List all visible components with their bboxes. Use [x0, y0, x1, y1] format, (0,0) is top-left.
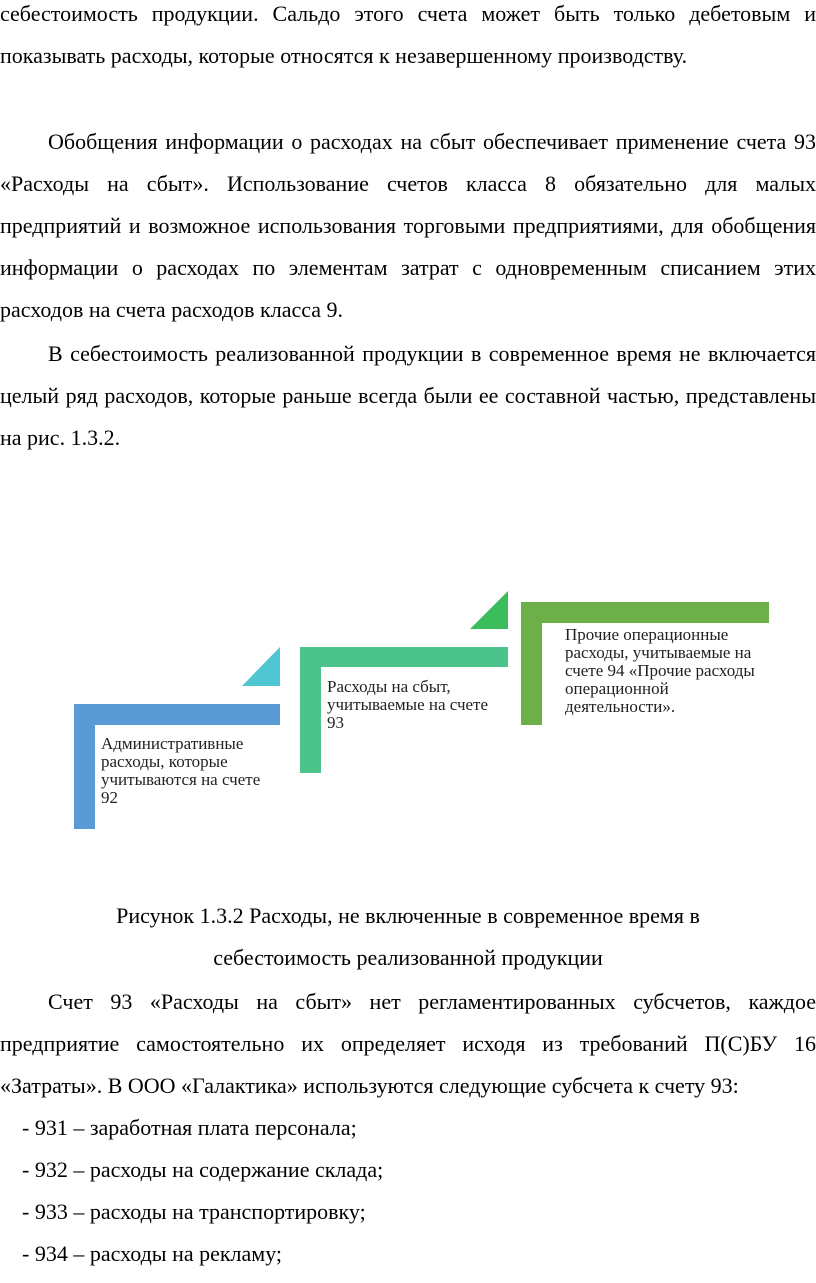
list-item: - 932 – расходы на содержание склада; [22, 1157, 384, 1182]
step-3-label: Прочие операционные расходы, учитываемые на счете 94 «Прочие расходы операционной деятельности». [565, 625, 755, 716]
paragraph-4: Счет 93 «Расходы на сбыт» нет регламентированных субсчетов, каждое предприятие самостоятельно их определяет исходя из требований П(С)БУ 16 «Затраты». В ООО «Галактика» используются следующие субсчета к счету 93: [0, 989, 816, 1098]
paragraph-3: В себестоимость реализованной продукции в современное время не включается целый ряд расходов, которые раньше всегда были ее составной частью, представлены на рис. 1.3.2. [0, 341, 816, 450]
step-2-label: Расходы на сбыт, учитываемые на счете 93 [327, 677, 489, 732]
expenses-step-diagram [0, 585, 816, 845]
figure-caption-line-2: себестоимость реализованной продукции [213, 945, 603, 970]
list-item: - 934 – расходы на рекламу; [22, 1241, 283, 1266]
paragraph-1: себестоимость продукции. Сальдо этого счета может быть только дебетовым и показывать расходы, которые относятся к незавершенному производству. [0, 1, 816, 68]
step-2-triangle [470, 591, 508, 629]
paragraph-2: Обобщения информации о расходах на сбыт обеспечивает применение счета 93 «Расходы на сбыт». Использование счетов класса 8 обязательно для малых предприятий и возможное использования торговыми предприятиями, для обобщения информации о расходах по элементам затрат с одновременным списанием этих расходов на счета расходов класса 9. [0, 129, 816, 322]
step-1-label: Административные расходы, которые учитываются на счете 92 [101, 734, 261, 807]
list-item: - 933 – расходы на транспортировку; [22, 1199, 366, 1224]
figure-caption-line-1: Рисунок 1.3.2 Расходы, не включенные в современное время в [116, 903, 700, 928]
list-item: - 931 – заработная плата персонала; [22, 1115, 357, 1140]
step-1-triangle [242, 647, 280, 686]
